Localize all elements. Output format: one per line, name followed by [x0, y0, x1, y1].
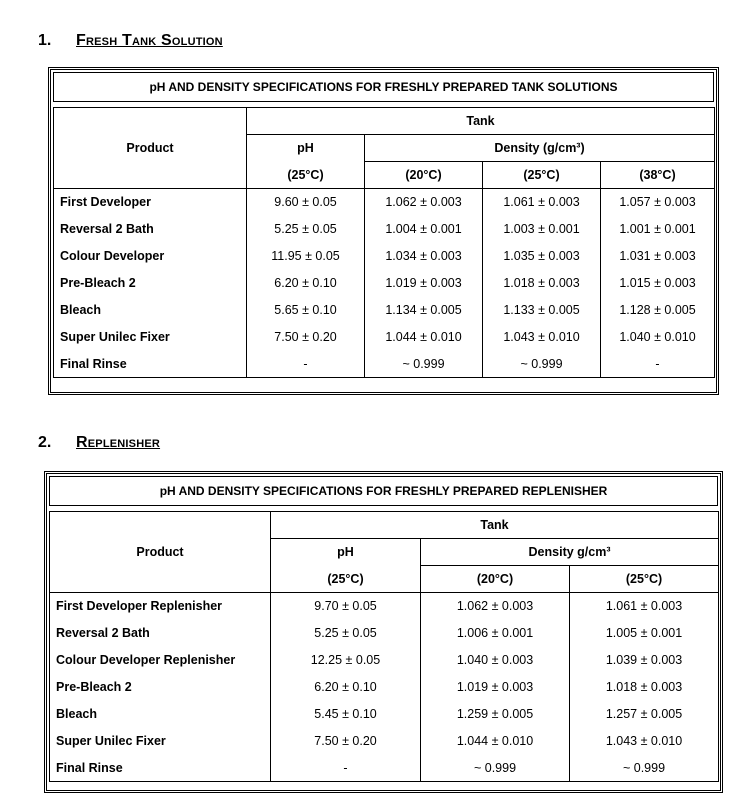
density-value-cell: 1.015 ± 0.003: [601, 270, 715, 297]
density-temp-header: (20°C): [421, 566, 570, 593]
ph-value-cell: 5.65 ± 0.10: [247, 297, 365, 324]
density-value-cell: 1.044 ± 0.010: [421, 728, 570, 755]
table-row: [54, 189, 715, 216]
density-value-cell: 1.134 ± 0.005: [365, 297, 483, 324]
density-value-cell: 1.062 ± 0.003: [421, 593, 570, 620]
product-name-cell: First Developer Replenisher: [50, 593, 271, 620]
density-value-cell: 1.061 ± 0.003: [570, 593, 719, 620]
table-row: [50, 593, 719, 620]
ph-value-cell: 7.50 ± 0.20: [247, 324, 365, 351]
density-value-cell: 1.040 ± 0.010: [601, 324, 715, 351]
table-row: [54, 216, 715, 243]
density-value-cell: 1.043 ± 0.010: [483, 324, 601, 351]
table-header-row: [54, 162, 715, 189]
ph-value-cell: 5.25 ± 0.05: [271, 620, 421, 647]
table-row: [50, 728, 719, 755]
replenisher-table: [49, 511, 719, 782]
table-row: [54, 351, 715, 378]
table-row: [54, 243, 715, 270]
ph-temp-header: (25°C): [271, 566, 421, 593]
ph-value-cell: 6.20 ± 0.10: [247, 270, 365, 297]
tank-solution-table: [53, 107, 715, 378]
table-row: [50, 701, 719, 728]
section-2-number: 2.: [38, 434, 52, 451]
density-value-cell: -: [601, 351, 715, 378]
ph-value-cell: -: [271, 755, 421, 782]
density-value-cell: ~ 0.999: [483, 351, 601, 378]
replenisher-table-title: pH AND DENSITY SPECIFICATIONS FOR FRESHLY PREPARED REPLENISHER: [49, 476, 718, 506]
density-value-cell: 1.019 ± 0.003: [421, 674, 570, 701]
density-value-cell: 1.005 ± 0.001: [570, 620, 719, 647]
density-value-cell: 1.035 ± 0.003: [483, 243, 601, 270]
ph-temp-header: (25°C): [247, 162, 365, 189]
density-value-cell: 1.259 ± 0.005: [421, 701, 570, 728]
density-header: Density g/cm³: [421, 539, 719, 566]
product-header-spacer: [50, 566, 271, 593]
ph-value-cell: 5.45 ± 0.10: [271, 701, 421, 728]
density-value-cell: 1.031 ± 0.003: [601, 243, 715, 270]
table-header-row: [50, 539, 719, 566]
density-value-cell: 1.040 ± 0.003: [421, 647, 570, 674]
tank-solution-table-title: pH AND DENSITY SPECIFICATIONS FOR FRESHLY PREPARED TANK SOLUTIONS: [53, 72, 714, 102]
product-name-cell: Reversal 2 Bath: [50, 620, 271, 647]
ph-value-cell: 7.50 ± 0.20: [271, 728, 421, 755]
density-value-cell: ~ 0.999: [421, 755, 570, 782]
ph-header: pH: [247, 135, 365, 162]
density-value-cell: 1.018 ± 0.003: [570, 674, 719, 701]
density-value-cell: 1.003 ± 0.001: [483, 216, 601, 243]
table-row: [50, 674, 719, 701]
product-name-cell: Colour Developer: [54, 243, 247, 270]
density-value-cell: 1.133 ± 0.005: [483, 297, 601, 324]
product-header-spacer: [54, 108, 247, 135]
density-temp-header: (20°C): [365, 162, 483, 189]
density-value-cell: 1.034 ± 0.003: [365, 243, 483, 270]
ph-value-cell: 11.95 ± 0.05: [247, 243, 365, 270]
product-header-spacer: [50, 512, 271, 539]
density-value-cell: 1.004 ± 0.001: [365, 216, 483, 243]
product-name-cell: Super Unilec Fixer: [54, 324, 247, 351]
density-header: Density (g/cm³): [365, 135, 715, 162]
product-name-cell: Bleach: [50, 701, 271, 728]
ph-value-cell: 5.25 ± 0.05: [247, 216, 365, 243]
ph-header: pH: [271, 539, 421, 566]
product-header: Product: [54, 135, 247, 162]
density-value-cell: 1.044 ± 0.010: [365, 324, 483, 351]
section-1-number: 1.: [38, 32, 52, 49]
table-row: [54, 270, 715, 297]
table-header-row: [54, 135, 715, 162]
table-header-row: [50, 512, 719, 539]
density-value-cell: 1.019 ± 0.003: [365, 270, 483, 297]
density-value-cell: 1.061 ± 0.003: [483, 189, 601, 216]
product-name-cell: Super Unilec Fixer: [50, 728, 271, 755]
density-temp-header: (38°C): [601, 162, 715, 189]
tank-header: Tank: [247, 108, 715, 135]
density-value-cell: 1.043 ± 0.010: [570, 728, 719, 755]
table-row: [50, 647, 719, 674]
table-row: [50, 755, 719, 782]
ph-value-cell: 12.25 ± 0.05: [271, 647, 421, 674]
product-name-cell: Bleach: [54, 297, 247, 324]
product-name-cell: Reversal 2 Bath: [54, 216, 247, 243]
product-name-cell: First Developer: [54, 189, 247, 216]
product-name-cell: Pre-Bleach 2: [54, 270, 247, 297]
density-value-cell: 1.062 ± 0.003: [365, 189, 483, 216]
density-value-cell: 1.001 ± 0.001: [601, 216, 715, 243]
density-value-cell: ~ 0.999: [365, 351, 483, 378]
product-name-cell: Final Rinse: [50, 755, 271, 782]
section-2-title: Replenisher: [76, 434, 161, 451]
section-2-heading: [38, 434, 160, 452]
density-value-cell: 1.257 ± 0.005: [570, 701, 719, 728]
product-header: Product: [50, 539, 271, 566]
product-name-cell: Colour Developer Replenisher: [50, 647, 271, 674]
table-row: [50, 620, 719, 647]
density-value-cell: 1.128 ± 0.005: [601, 297, 715, 324]
density-temp-header: (25°C): [570, 566, 719, 593]
ph-value-cell: 6.20 ± 0.10: [271, 674, 421, 701]
product-name-cell: Final Rinse: [54, 351, 247, 378]
density-value-cell: 1.039 ± 0.003: [570, 647, 719, 674]
tank-header: Tank: [271, 512, 719, 539]
product-name-cell: Pre-Bleach 2: [50, 674, 271, 701]
ph-value-cell: 9.60 ± 0.05: [247, 189, 365, 216]
table-row: [54, 324, 715, 351]
section-1-title: Fresh Tank Solution: [76, 32, 223, 49]
density-temp-header: (25°C): [483, 162, 601, 189]
table-row: [54, 297, 715, 324]
ph-value-cell: 9.70 ± 0.05: [271, 593, 421, 620]
density-value-cell: 1.006 ± 0.001: [421, 620, 570, 647]
product-header-spacer: [54, 162, 247, 189]
section-1-heading: [38, 32, 223, 50]
table-header-row: [54, 108, 715, 135]
ph-value-cell: -: [247, 351, 365, 378]
density-value-cell: 1.057 ± 0.003: [601, 189, 715, 216]
density-value-cell: ~ 0.999: [570, 755, 719, 782]
density-value-cell: 1.018 ± 0.003: [483, 270, 601, 297]
table-header-row: [50, 566, 719, 593]
